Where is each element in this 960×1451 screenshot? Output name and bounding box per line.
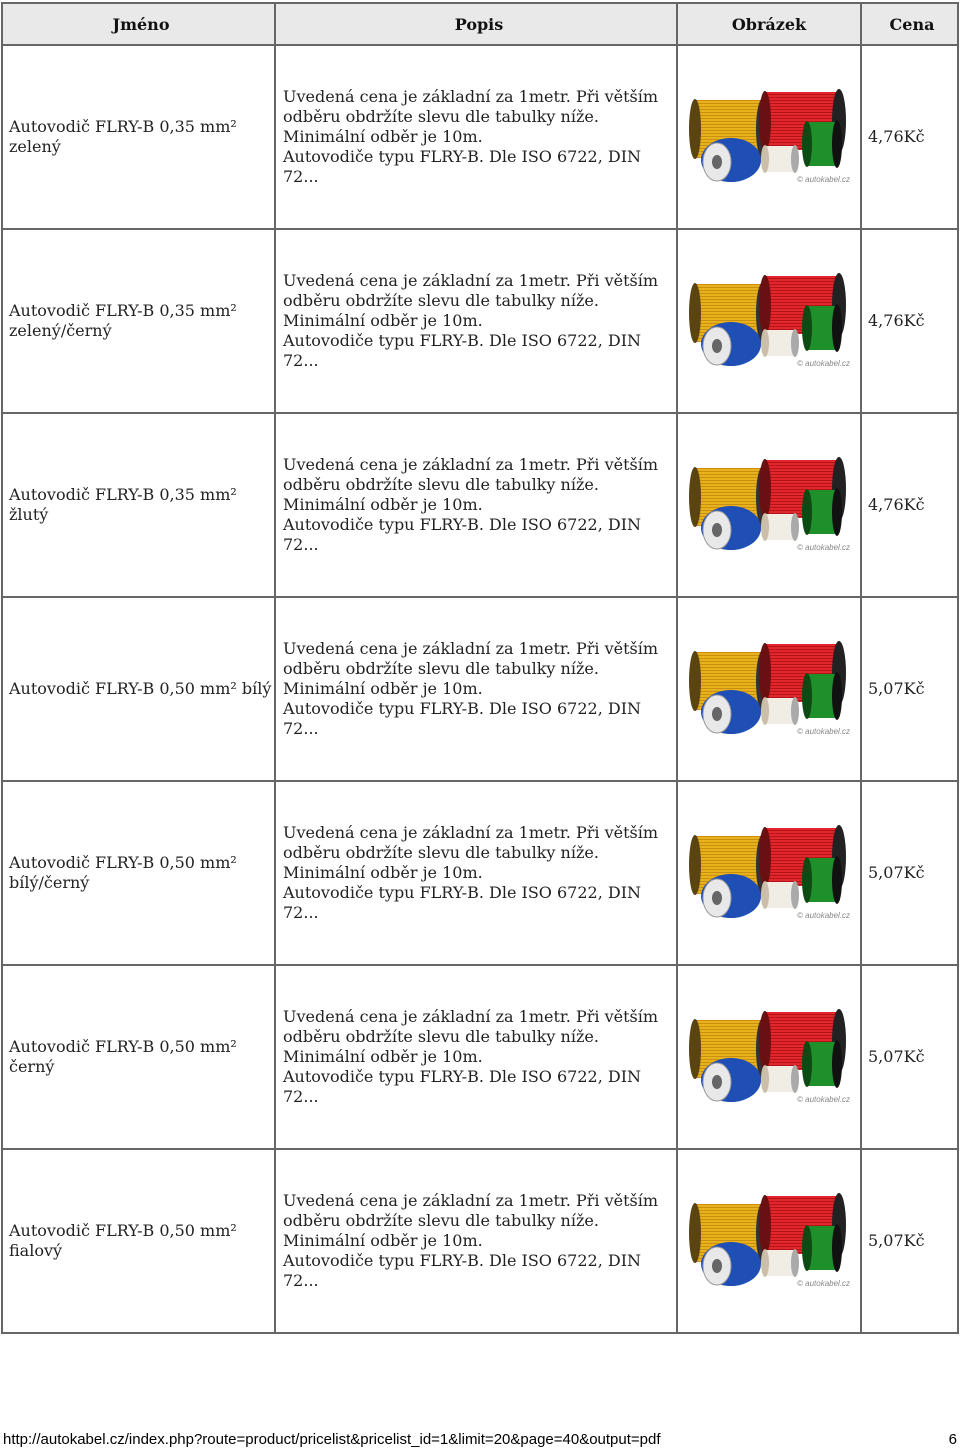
description-line: 72... [283,167,319,186]
description-line: odběru obdržíte slevu dle tabulky níže. [283,291,599,310]
description-line: Autovodiče typu FLRY-B. Dle ISO 6722, DIN [283,699,642,718]
product-price: 4,76Kč [861,413,958,597]
product-price: 4,76Kč [861,229,958,413]
product-image-cell [677,965,861,1149]
description-line: Minimální odběr je 10m. [283,1231,483,1250]
description-line: Uvedená cena je základní za 1metr. Při větším [283,639,658,658]
product-image-cell [677,781,861,965]
table-row [2,229,958,413]
description-line: Uvedená cena je základní za 1metr. Při větším [283,823,658,842]
description-line: Autovodiče typu FLRY-B. Dle ISO 6722, DIN [283,1067,642,1086]
pricelist-table [1,2,959,1334]
cable-spools-image [685,1008,853,1106]
product-description [275,229,677,413]
description-line: Uvedená cena je základní za 1metr. Při větším [283,455,658,474]
page-number: 6 [948,1431,957,1448]
description-line: 72... [283,1271,319,1290]
image-watermark: © autokabel.cz [797,1095,851,1104]
cable-spools-image [685,824,853,922]
product-name: Autovodič FLRY-B 0,50 mm² bílý/černý [2,781,275,965]
description-line: Uvedená cena je základní za 1metr. Při větším [283,87,658,106]
description-line: Uvedená cena je základní za 1metr. Při větším [283,271,658,290]
product-name: Autovodič FLRY-B 0,50 mm² černý [2,965,275,1149]
header-name: Jméno [2,3,275,45]
product-image-cell [677,597,861,781]
product-image-cell [677,413,861,597]
product-price: 5,07Kč [861,1149,958,1333]
product-price: 5,07Kč [861,781,958,965]
description-line: Minimální odběr je 10m. [283,495,483,514]
description-line: odběru obdržíte slevu dle tabulky níže. [283,107,599,126]
product-price: 5,07Kč [861,597,958,781]
description-line: 72... [283,351,319,370]
table-body [2,45,958,1333]
product-price: 4,76Kč [861,45,958,229]
description-line: Minimální odběr je 10m. [283,311,483,330]
product-description [275,597,677,781]
table-row [2,1149,958,1333]
description-line: odběru obdržíte slevu dle tabulky níže. [283,1211,599,1230]
table-row [2,965,958,1149]
description-line: 72... [283,719,319,738]
table-row [2,597,958,781]
description-line: Minimální odběr je 10m. [283,127,483,146]
cable-spools-image [685,272,853,370]
product-description [275,45,677,229]
header-price: Cena [861,3,958,45]
description-line: Autovodiče typu FLRY-B. Dle ISO 6722, DIN [283,883,642,902]
description-line: odběru obdržíte slevu dle tabulky níže. [283,843,599,862]
description-line: Minimální odběr je 10m. [283,679,483,698]
product-name: Autovodič FLRY-B 0,50 mm² fialový [2,1149,275,1333]
table-row [2,413,958,597]
description-line: odběru obdržíte slevu dle tabulky níže. [283,475,599,494]
description-line: Uvedená cena je základní za 1metr. Při větším [283,1191,658,1210]
cable-spools-image [685,456,853,554]
product-image-cell [677,1149,861,1333]
product-description [275,413,677,597]
description-line: Autovodiče typu FLRY-B. Dle ISO 6722, DIN [283,147,642,166]
product-description [275,781,677,965]
image-watermark: © autokabel.cz [797,175,851,184]
product-name: Autovodič FLRY-B 0,35 mm² zelený [2,45,275,229]
image-watermark: © autokabel.cz [797,727,851,736]
product-name: Autovodič FLRY-B 0,50 mm² bílý [2,597,275,781]
description-line: Autovodiče typu FLRY-B. Dle ISO 6722, DIN [283,515,642,534]
cable-spools-image [685,88,853,186]
image-watermark: © autokabel.cz [797,911,851,920]
footer-url: http://autokabel.cz/index.php?route=product/pricelist&pricelist_id=1&limit=20&page=40&output=pdf [3,1431,661,1448]
cable-spools-image [685,1192,853,1290]
product-price: 5,07Kč [861,965,958,1149]
product-name: Autovodič FLRY-B 0,35 mm² zelený/černý [2,229,275,413]
cable-spools-image [685,640,853,738]
header-image: Obrázek [677,3,861,45]
description-line: Minimální odběr je 10m. [283,863,483,882]
image-watermark: © autokabel.cz [797,543,851,552]
description-line: Uvedená cena je základní za 1metr. Při větším [283,1007,658,1026]
product-description [275,1149,677,1333]
description-line: Minimální odběr je 10m. [283,1047,483,1066]
product-description [275,965,677,1149]
image-watermark: © autokabel.cz [797,359,851,368]
product-image-cell [677,45,861,229]
description-line: Autovodiče typu FLRY-B. Dle ISO 6722, DIN [283,1251,642,1270]
table-row [2,45,958,229]
image-watermark: © autokabel.cz [797,1279,851,1288]
description-line: odběru obdržíte slevu dle tabulky níže. [283,659,599,678]
table-row [2,781,958,965]
product-name: Autovodič FLRY-B 0,35 mm² žlutý [2,413,275,597]
description-line: Autovodiče typu FLRY-B. Dle ISO 6722, DIN [283,331,642,350]
product-image-cell [677,229,861,413]
description-line: 72... [283,903,319,922]
description-line: 72... [283,535,319,554]
description-line: odběru obdržíte slevu dle tabulky níže. [283,1027,599,1046]
table-header-row [2,3,958,45]
header-description: Popis [275,3,677,45]
description-line: 72... [283,1087,319,1106]
